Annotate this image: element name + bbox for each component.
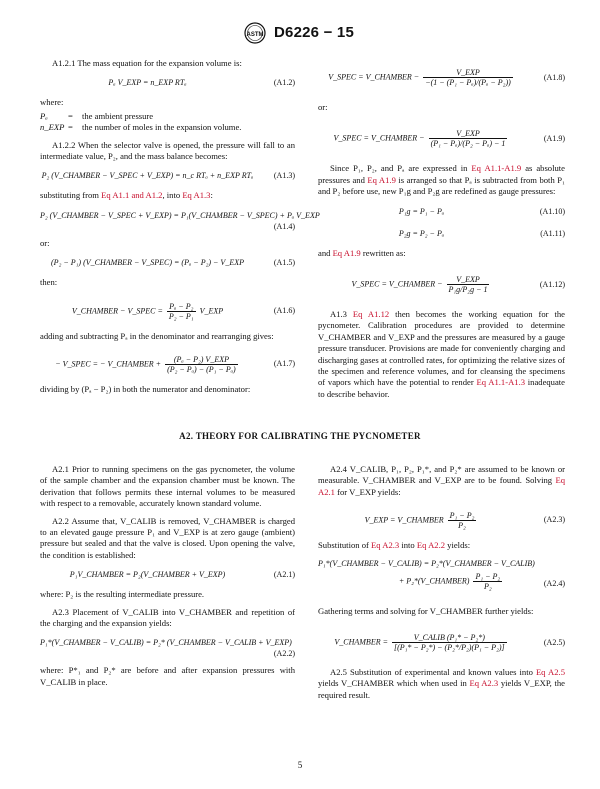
where-label: where: <box>40 97 64 108</box>
equation-a2-2: P₁*(V_CHAMBER − V_CALIB) = P₂* (V_CHAMBER − V_CALIB + V_EXP) (A2.2) <box>40 638 295 659</box>
equation-a1-3: P₂ (V_CHAMBER − V_SPEC + V_EXP) = n_c RTₐ + n_EXP RTₐ (A1.3) <box>41 171 295 181</box>
equation-a1-9: V_SPEC = V_CHAMBER − $\frac{\text{V\_EXP}}{\text{(P₁ − Pₐ)/(P₂ − Pₐ) − 1}}$ (A1.9) <box>333 129 565 149</box>
link-eq-a1-3[interactable]: Eq A1.3 <box>182 190 211 201</box>
paragraph-a2-1: A2.1 Prior to running specimens on the gas pycnometer, the volume of the sample chamber and the expansion chamber must be known. The derivation that follows permits these internal volumes to be measured with respect to a removable, accurately known standard volume. <box>40 464 295 509</box>
equation-a1-2: Pₐ V_EXP = n_EXP RTₐ (A1.2) <box>108 78 295 88</box>
equation-a1-10: P₁g = P₁ − Pₐ (A1.10) <box>398 206 565 216</box>
link-eq-a1-9-b[interactable]: Eq A1.9 <box>332 247 361 258</box>
paragraph-where-p1star: where: P*₁ and P₂* are before and after expansion pressures with V_CALIB in place. <box>40 665 295 687</box>
link-eq-a2-3-b[interactable]: Eq A2.3 <box>469 678 499 689</box>
link-eq-a2-2[interactable]: Eq A2.2 <box>416 540 446 551</box>
link-eq-a1-12[interactable]: Eq A1.12 <box>352 309 390 320</box>
paragraph-a1-2-1: A1.2.1 The mass equation for the expansion volume is: <box>52 58 242 68</box>
paragraph-a2-4: A2.4 V_CALIB, P₁, P₂, P₁*, and P₂* are assumed to be known or measurable. V_CHAMBER and V_EXP are to be found. Solving Eq A2.1 for V_EXP yields: <box>318 464 565 497</box>
equation-a1-8: V_SPEC = V_CHAMBER − $\frac{\text{V\_EXP}}{\text{−(1 − (P₁ − Pₐ)/(Pₐ − P₂))}}$ (A1.8) <box>328 68 565 87</box>
paragraph-a2-3: A2.3 Placement of V_CALIB into V_CHAMBER and repetition of the charging and the expansion yields: <box>40 606 295 629</box>
paragraph-gathering: Gathering terms and solving for V_CHAMBER further yields: <box>318 605 534 616</box>
or-label-2: or: <box>318 102 328 112</box>
link-eq-a2-3[interactable]: Eq A2.3 <box>371 540 400 551</box>
page-header <box>0 22 600 46</box>
paragraph-where-p2: where: P₂ is the resulting intermediate pressure. <box>40 589 205 600</box>
equation-a2-1: P₁V_CHAMBER = P₂(V_CHAMBER + V_EXP) (A2.1) <box>69 570 295 580</box>
equation-a2-4: P₁*(V_CHAMBER − V_CALIB) = P₂*(V_CHAMBER − V_CALIB) + P₂*(V_CHAMBER) $\frac{\text{P₁ − P₂}}{\text{P₂}}$ (A2.4) <box>318 558 565 591</box>
right-column-a2 <box>318 464 565 707</box>
paragraph-substitution: Substitution of Eq A2.3 into Eq A2.2 yields: <box>318 540 471 551</box>
link-eq-a1-1-a1-9[interactable]: Eq A1.1-A1.9 <box>471 163 522 174</box>
paragraph-a2-2: A2.2 Assume that, V_CALIB is removed, V_CHAMBER is charged to an elevated gauge pressure P₁ and V_EXP is at zero gauge (ambient) pressure but sealed and that the valve is closed. Upon opening the valve, the condition is established: <box>40 515 295 560</box>
link-eq-a2-5[interactable]: Eq A2.5 <box>535 667 565 678</box>
equation-a1-6: V_CHAMBER − V_SPEC = $\frac{\text{Pₐ − P₂}}{\text{P₂ − P₁}}$ V_EXP (A1.6) <box>71 301 295 321</box>
document-id: D6226 − 15 <box>274 24 354 41</box>
paragraph-substituting: substituting from Eq A1.1 and A1.2, into Eq A1.3: <box>40 190 213 201</box>
right-column <box>318 58 565 406</box>
astm-logo-icon <box>244 22 266 44</box>
svg-text:ASTM: ASTM <box>246 32 264 38</box>
equation-a1-7: − V_SPEC = − V_CHAMBER + $\frac{\text{(Pₐ − P₂) V\_EXP}}{\text{(P₂ − Pₐ) − (P₁ − Pₐ)}}$ (A1.7) <box>55 355 295 375</box>
page-number: 5 <box>297 760 303 770</box>
definition-pa: Pₐ = the ambient pressure <box>40 110 154 121</box>
equation-a1-5: (P₂ − P₁) (V_CHAMBER − V_SPEC) = (Pₐ − P₂) − V_EXP (A1.5) <box>51 258 295 268</box>
equation-a1-11: P₂g = P₂ − Pₐ (A1.11) <box>398 228 565 238</box>
link-eq-a1-9[interactable]: Eq A1.9 <box>367 174 396 185</box>
equation-a2-5: V_CHAMBER = $\frac{\text{V\_CALIB (P₁* − P₂*)}}{\text{[(P₁* − P₂*) − (P₂*/P₂)(P₁ − P₂)]}}$ (A2.5) <box>334 633 565 653</box>
paragraph-a1-3: A1.3 Eq A1.12 then becomes the working equation for the pycnometer. Calibration procedures are provided to determine V_CHAMBER and V_EXP and the pressures are measured by a gauge pressure transducer. Provisions are made for conveniently charging and discharging gases at controlled rates, for optimizing the relative sizes of the specimen and reference volumes, and for cleansing the specimens of vapors which have the potential to render Eq A1.1-A1.3 inadequate to describe behavior. <box>318 309 565 399</box>
link-eq-a1-1-a1-3[interactable]: Eq A1.1-A1.3 <box>476 377 526 388</box>
then-label: then: <box>40 277 58 288</box>
paragraph-a1-2-2: A1.2.2 When the selector valve is opened, the pressure will fall to an intermediate value, P₂, and the mass balance becomes: <box>40 139 295 162</box>
link-eq-a2-1[interactable]: Eq A2.1 <box>318 475 565 497</box>
link-eq-a1-1-a1-2[interactable]: Eq A1.1 and A1.2 <box>101 190 163 201</box>
left-column-a2 <box>40 464 295 694</box>
section-title: A2. THEORY FOR CALIBRATING THE PYCNOMETER <box>179 431 421 441</box>
paragraph-a2-5: A2.5 Substitution of experimental and known values into Eq A2.5 yields V_CHAMBER which when used in Eq A2.3 yields V_EXP, the required result. <box>318 667 565 700</box>
paragraph-dividing: dividing by (Pₐ − P₂) in both the numerator and denominator: <box>40 384 251 395</box>
paragraph-since: Since P₁, P₂, and Pₐ are expressed in Eq A1.1-A1.9 as absolute pressures and Eq A1.9 is arranged so that Pₐ is subtracted from both P₁ and P₂ before use, new P₁g and P₂g are redefined as gauge pressures: <box>318 163 566 197</box>
left-column <box>40 58 320 401</box>
equation-a1-12: V_SPEC = V_CHAMBER − $\frac{\text{V\_EXP}}{\text{P₁g/P₂g − 1}}$ (A1.12) <box>351 275 565 295</box>
equation-a2-3: V_EXP = V_CHAMBER $\frac{\text{P₁ − P₂}}{\text{P₂}}$ (A2.3) <box>364 511 565 531</box>
equation-a1-4: P₂ (V_CHAMBER − V_SPEC + V_EXP) = P₁(V_CHAMBER − V_SPEC) + Pₐ V_EXP (A1.4) <box>40 210 320 231</box>
definition-nexp: n_EXP = the number of moles in the expansion volume. <box>40 122 242 133</box>
paragraph-adding: adding and subtracting Pₐ in the denominator and rearranging gives: <box>40 330 274 341</box>
paragraph-and: and Eq A1.9 rewritten as: <box>318 247 406 258</box>
or-label-1: or: <box>40 237 50 248</box>
